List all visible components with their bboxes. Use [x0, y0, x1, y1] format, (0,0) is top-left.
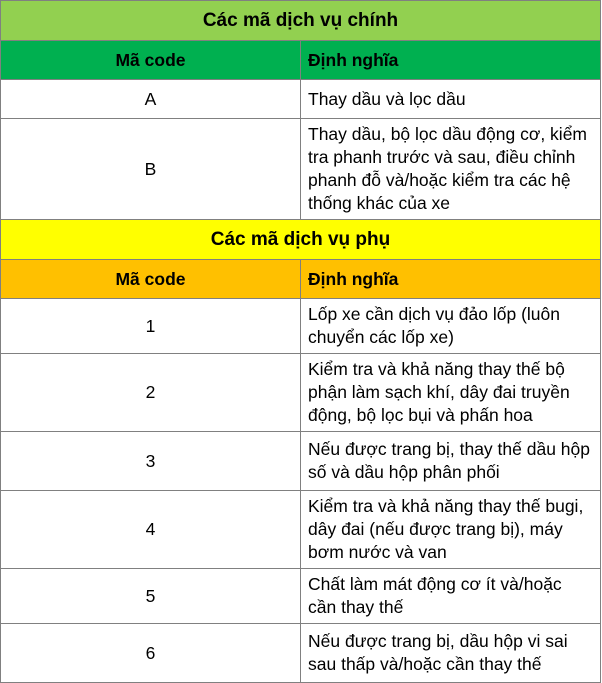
table-row: [1, 354, 601, 432]
sub-section-title: Các mã dịch vụ phụ: [1, 220, 601, 260]
main-header-row: [1, 41, 601, 80]
service-code: 6: [1, 624, 301, 683]
table-row: [1, 432, 601, 491]
service-code: 5: [1, 569, 301, 624]
table-row: [1, 80, 601, 119]
main-header-code: Mã code: [1, 41, 301, 80]
main-section-title-row: [1, 1, 601, 41]
table-row: [1, 491, 601, 569]
service-code: 1: [1, 299, 301, 354]
service-code: A: [1, 80, 301, 119]
service-definition: Thay dầu và lọc dầu: [301, 80, 601, 119]
service-definition: Nếu được trang bị, thay thế dầu hộp số và dầu hộp phân phối: [301, 432, 601, 491]
service-code: 2: [1, 354, 301, 432]
sub-header-code: Mã code: [1, 260, 301, 299]
table-row: [1, 624, 601, 683]
table-row: [1, 299, 601, 354]
service-definition: Kiểm tra và khả năng thay thế bộ phận làm sạch khí, dây đai truyền động, bộ lọc bụi và phấn hoa: [301, 354, 601, 432]
table-row: [1, 119, 601, 220]
main-header-definition: Định nghĩa: [301, 41, 601, 80]
sub-header-definition: Định nghĩa: [301, 260, 601, 299]
service-definition: Thay dầu, bộ lọc dầu động cơ, kiểm tra phanh trước và sau, điều chỉnh phanh đỗ và/hoặc kiểm tra các hệ thống khác của xe: [301, 119, 601, 220]
service-code: 3: [1, 432, 301, 491]
sub-section-title-row: [1, 220, 601, 260]
service-code: B: [1, 119, 301, 220]
main-section-title: Các mã dịch vụ chính: [1, 1, 601, 41]
service-definition: Nếu được trang bị, dầu hộp vi sai sau thấp và/hoặc cần thay thế: [301, 624, 601, 683]
service-definition: Chất làm mát động cơ ít và/hoặc cần thay thế: [301, 569, 601, 624]
service-definition: Kiểm tra và khả năng thay thế bugi, dây đai (nếu được trang bị), máy bơm nước và van: [301, 491, 601, 569]
sub-header-row: [1, 260, 601, 299]
service-code: 4: [1, 491, 301, 569]
table-row: [1, 569, 601, 624]
service-definition: Lốp xe cần dịch vụ đảo lốp (luôn chuyển các lốp xe): [301, 299, 601, 354]
